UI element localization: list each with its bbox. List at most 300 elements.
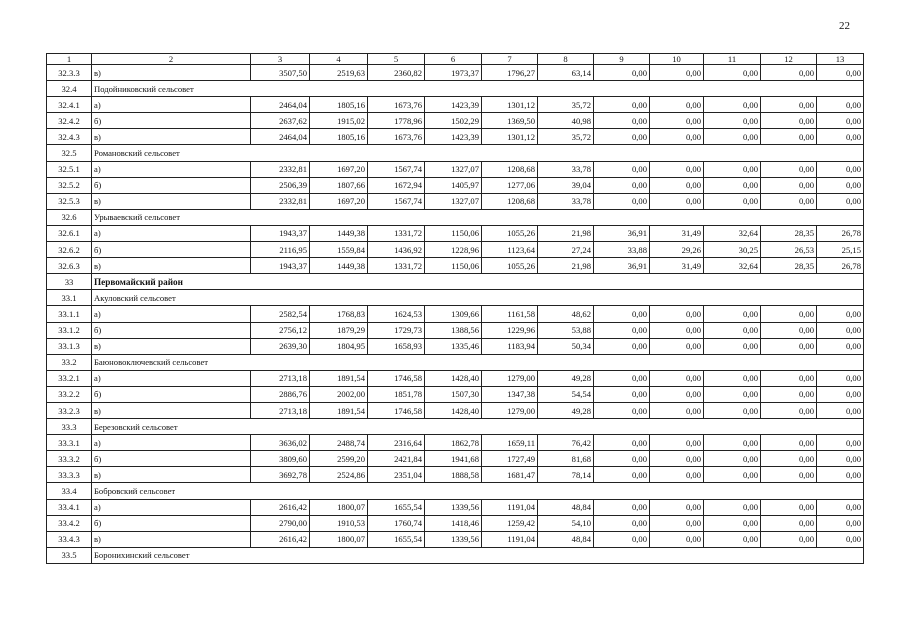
section-header-row [47, 547, 864, 563]
row-number-cell: 33.1.2 [47, 322, 92, 338]
column-number-cell: 3 [251, 54, 310, 65]
value-cell: 1805,16 [310, 97, 368, 113]
value-cell: 0,00 [761, 370, 817, 386]
value-cell: 1888,58 [425, 467, 482, 483]
variant-label: а) [92, 161, 251, 177]
value-cell: 0,00 [594, 515, 650, 531]
value-cell: 3636,02 [251, 435, 310, 451]
value-cell: 0,00 [594, 161, 650, 177]
value-cell: 0,00 [817, 193, 864, 209]
value-cell: 0,00 [594, 386, 650, 402]
value-cell: 54,10 [538, 515, 594, 531]
value-cell: 0,00 [594, 129, 650, 145]
value-cell: 0,00 [761, 531, 817, 547]
row-number-cell: 32.5.3 [47, 193, 92, 209]
row-number-cell: 33.3.3 [47, 467, 92, 483]
value-cell: 1805,16 [310, 129, 368, 145]
variant-label: б) [92, 515, 251, 531]
value-cell: 1208,68 [482, 161, 538, 177]
value-cell: 1800,07 [310, 531, 368, 547]
row-number-cell: 32.6.1 [47, 225, 92, 241]
value-cell: 0,00 [704, 129, 761, 145]
value-cell: 1681,47 [482, 467, 538, 483]
value-cell: 0,00 [594, 531, 650, 547]
table-row [47, 386, 864, 402]
value-cell: 1624,53 [368, 306, 425, 322]
value-cell: 1279,00 [482, 402, 538, 418]
value-cell: 1339,56 [425, 499, 482, 515]
table-row [47, 113, 864, 129]
value-cell: 1418,46 [425, 515, 482, 531]
value-cell: 1339,56 [425, 531, 482, 547]
value-cell: 0,00 [761, 322, 817, 338]
section-header-row [47, 483, 864, 499]
value-cell: 0,00 [704, 161, 761, 177]
section-header-row [47, 290, 864, 306]
value-cell: 0,00 [761, 113, 817, 129]
value-cell: 1423,39 [425, 97, 482, 113]
value-cell: 0,00 [594, 306, 650, 322]
value-cell: 0,00 [594, 467, 650, 483]
value-cell: 28,35 [761, 225, 817, 241]
value-cell: 2488,74 [310, 435, 368, 451]
value-cell: 1760,74 [368, 515, 425, 531]
value-cell: 2002,00 [310, 386, 368, 402]
section-header-row [47, 209, 864, 225]
value-cell: 0,00 [817, 402, 864, 418]
value-cell: 1055,26 [482, 225, 538, 241]
value-cell: 2351,04 [368, 467, 425, 483]
section-title: Бобровский сельсовет [92, 483, 864, 499]
value-cell: 2421,84 [368, 451, 425, 467]
value-cell: 63,14 [538, 65, 594, 81]
row-number-cell: 33 [47, 274, 92, 290]
row-number-cell: 33.3 [47, 419, 92, 435]
value-cell: 0,00 [704, 467, 761, 483]
variant-label: а) [92, 97, 251, 113]
column-number-row [47, 54, 864, 65]
value-cell: 0,00 [761, 467, 817, 483]
variant-label: а) [92, 225, 251, 241]
value-cell: 0,00 [594, 193, 650, 209]
variant-label: б) [92, 177, 251, 193]
value-cell: 0,00 [817, 129, 864, 145]
value-cell: 0,00 [650, 370, 704, 386]
table-row [47, 242, 864, 258]
table-row [47, 435, 864, 451]
value-cell: 0,00 [817, 322, 864, 338]
value-cell: 36,91 [594, 258, 650, 274]
column-number-cell: 7 [482, 54, 538, 65]
variant-label: в) [92, 338, 251, 354]
value-cell: 2599,20 [310, 451, 368, 467]
value-cell: 1941,68 [425, 451, 482, 467]
variant-label: в) [92, 129, 251, 145]
table-row [47, 97, 864, 113]
value-cell: 33,78 [538, 161, 594, 177]
value-cell: 1369,50 [482, 113, 538, 129]
value-cell: 35,72 [538, 97, 594, 113]
value-cell: 2332,81 [251, 193, 310, 209]
row-number-cell: 33.2.1 [47, 370, 92, 386]
value-cell: 0,00 [650, 467, 704, 483]
value-cell: 2639,30 [251, 338, 310, 354]
value-cell: 1768,83 [310, 306, 368, 322]
value-cell: 0,00 [704, 531, 761, 547]
value-cell: 0,00 [650, 451, 704, 467]
value-cell: 0,00 [704, 338, 761, 354]
value-cell: 3692,78 [251, 467, 310, 483]
row-number-cell: 32.4 [47, 81, 92, 97]
value-cell: 2616,42 [251, 499, 310, 515]
value-cell: 31,49 [650, 258, 704, 274]
value-cell: 1055,26 [482, 258, 538, 274]
row-number-cell: 32.4.3 [47, 129, 92, 145]
value-cell: 49,28 [538, 402, 594, 418]
variant-label: в) [92, 65, 251, 81]
value-cell: 0,00 [594, 113, 650, 129]
value-cell: 0,00 [594, 338, 650, 354]
value-cell: 1567,74 [368, 161, 425, 177]
value-cell: 40,98 [538, 113, 594, 129]
row-number-cell: 33.2.3 [47, 402, 92, 418]
value-cell: 0,00 [650, 322, 704, 338]
value-cell: 1891,54 [310, 370, 368, 386]
table-row [47, 338, 864, 354]
value-cell: 0,00 [817, 177, 864, 193]
row-number-cell: 33.1.1 [47, 306, 92, 322]
table-row [47, 515, 864, 531]
section-title: Березовский сельсовет [92, 419, 864, 435]
value-cell: 1423,39 [425, 129, 482, 145]
variant-label: б) [92, 322, 251, 338]
column-number-cell: 13 [817, 54, 864, 65]
row-number-cell: 33.4.3 [47, 531, 92, 547]
column-number-cell: 9 [594, 54, 650, 65]
value-cell: 2524,86 [310, 467, 368, 483]
value-cell: 21,98 [538, 258, 594, 274]
value-cell: 2116,95 [251, 242, 310, 258]
value-cell: 35,72 [538, 129, 594, 145]
value-cell: 1502,29 [425, 113, 482, 129]
value-cell: 1658,93 [368, 338, 425, 354]
value-cell: 1559,84 [310, 242, 368, 258]
value-cell: 1309,66 [425, 306, 482, 322]
value-cell: 1697,20 [310, 193, 368, 209]
value-cell: 2464,04 [251, 97, 310, 113]
value-cell: 48,62 [538, 306, 594, 322]
row-number-cell: 32.3.3 [47, 65, 92, 81]
value-cell: 1800,07 [310, 499, 368, 515]
value-cell: 1862,78 [425, 435, 482, 451]
table-row [47, 129, 864, 145]
value-cell: 48,84 [538, 531, 594, 547]
value-cell: 1943,37 [251, 225, 310, 241]
value-cell: 0,00 [650, 129, 704, 145]
value-cell: 1910,53 [310, 515, 368, 531]
value-cell: 0,00 [817, 467, 864, 483]
row-number-cell: 32.6.2 [47, 242, 92, 258]
variant-label: в) [92, 467, 251, 483]
section-title: Первомайский район [92, 274, 864, 290]
value-cell: 0,00 [594, 435, 650, 451]
table-row [47, 370, 864, 386]
value-cell: 2360,82 [368, 65, 425, 81]
section-title: Романовский сельсовет [92, 145, 864, 161]
value-cell: 0,00 [761, 338, 817, 354]
district-header-row [47, 274, 864, 290]
row-number-cell: 32.6.3 [47, 258, 92, 274]
section-header-row [47, 145, 864, 161]
variant-label: а) [92, 435, 251, 451]
table-row [47, 177, 864, 193]
value-cell: 0,00 [817, 338, 864, 354]
value-cell: 0,00 [817, 97, 864, 113]
value-cell: 1331,72 [368, 225, 425, 241]
value-cell: 0,00 [704, 322, 761, 338]
table-row [47, 402, 864, 418]
value-cell: 1746,58 [368, 370, 425, 386]
value-cell: 54,54 [538, 386, 594, 402]
value-cell: 0,00 [817, 65, 864, 81]
value-cell: 0,00 [704, 515, 761, 531]
section-title: Урываевский сельсовет [92, 209, 864, 225]
value-cell: 1796,27 [482, 65, 538, 81]
value-cell: 1301,12 [482, 97, 538, 113]
table-row [47, 65, 864, 81]
variant-label: а) [92, 306, 251, 322]
value-cell: 0,00 [650, 65, 704, 81]
value-cell: 0,00 [761, 161, 817, 177]
value-cell: 1259,42 [482, 515, 538, 531]
table-row [47, 225, 864, 241]
variant-label: а) [92, 370, 251, 386]
section-header-row [47, 81, 864, 97]
value-cell: 32,64 [704, 225, 761, 241]
section-title: Баюновоключевский сельсовет [92, 354, 864, 370]
value-cell: 0,00 [817, 113, 864, 129]
section-title: Акуловский сельсовет [92, 290, 864, 306]
row-number-cell: 33.5 [47, 547, 92, 563]
value-cell: 0,00 [761, 193, 817, 209]
value-cell: 0,00 [817, 531, 864, 547]
value-cell: 0,00 [594, 402, 650, 418]
column-number-cell: 2 [92, 54, 251, 65]
value-cell: 50,34 [538, 338, 594, 354]
value-cell: 1191,04 [482, 499, 538, 515]
value-cell: 0,00 [704, 306, 761, 322]
value-cell: 0,00 [704, 193, 761, 209]
value-cell: 1673,76 [368, 97, 425, 113]
value-cell: 0,00 [704, 386, 761, 402]
variant-label: б) [92, 242, 251, 258]
value-cell: 3809,60 [251, 451, 310, 467]
value-cell: 0,00 [704, 97, 761, 113]
value-cell: 81,68 [538, 451, 594, 467]
value-cell: 2637,62 [251, 113, 310, 129]
value-cell: 0,00 [704, 499, 761, 515]
value-cell: 1697,20 [310, 161, 368, 177]
value-cell: 2790,00 [251, 515, 310, 531]
row-number-cell: 33.4.2 [47, 515, 92, 531]
value-cell: 1851,78 [368, 386, 425, 402]
row-number-cell: 33.2 [47, 354, 92, 370]
value-cell: 0,00 [761, 499, 817, 515]
value-cell: 0,00 [650, 193, 704, 209]
value-cell: 0,00 [594, 97, 650, 113]
row-number-cell: 32.5.2 [47, 177, 92, 193]
value-cell: 0,00 [761, 177, 817, 193]
value-cell: 2464,04 [251, 129, 310, 145]
value-cell: 0,00 [704, 435, 761, 451]
table-row [47, 306, 864, 322]
value-cell: 0,00 [594, 65, 650, 81]
value-cell: 2616,42 [251, 531, 310, 547]
section-title: Подойниковский сельсовет [92, 81, 864, 97]
value-cell: 78,14 [538, 467, 594, 483]
variant-label: а) [92, 499, 251, 515]
table-row [47, 531, 864, 547]
variant-label: в) [92, 402, 251, 418]
value-cell: 0,00 [650, 515, 704, 531]
value-cell: 0,00 [650, 161, 704, 177]
value-cell: 0,00 [650, 113, 704, 129]
value-cell: 32,64 [704, 258, 761, 274]
variant-label: б) [92, 386, 251, 402]
value-cell: 49,28 [538, 370, 594, 386]
value-cell: 2332,81 [251, 161, 310, 177]
value-cell: 1436,92 [368, 242, 425, 258]
value-cell: 39,04 [538, 177, 594, 193]
value-cell: 1672,94 [368, 177, 425, 193]
value-cell: 2756,12 [251, 322, 310, 338]
value-cell: 1891,54 [310, 402, 368, 418]
value-cell: 1729,73 [368, 322, 425, 338]
row-number-cell: 32.6 [47, 209, 92, 225]
value-cell: 1191,04 [482, 531, 538, 547]
value-cell: 1228,96 [425, 242, 482, 258]
value-cell: 3507,50 [251, 65, 310, 81]
value-cell: 1335,46 [425, 338, 482, 354]
row-number-cell: 32.5.1 [47, 161, 92, 177]
value-cell: 1655,54 [368, 499, 425, 515]
value-cell: 0,00 [761, 129, 817, 145]
table-row [47, 322, 864, 338]
section-header-row [47, 419, 864, 435]
value-cell: 1973,37 [425, 65, 482, 81]
value-cell: 27,24 [538, 242, 594, 258]
value-cell: 0,00 [761, 451, 817, 467]
section-header-row [47, 354, 864, 370]
value-cell: 1746,58 [368, 402, 425, 418]
value-cell: 1183,94 [482, 338, 538, 354]
value-cell: 0,00 [817, 435, 864, 451]
value-cell: 0,00 [594, 370, 650, 386]
value-cell: 1327,07 [425, 161, 482, 177]
value-cell: 0,00 [650, 386, 704, 402]
value-cell: 1301,12 [482, 129, 538, 145]
value-cell: 26,53 [761, 242, 817, 258]
value-cell: 0,00 [650, 402, 704, 418]
value-cell: 0,00 [704, 113, 761, 129]
value-cell: 0,00 [704, 177, 761, 193]
value-cell: 0,00 [704, 402, 761, 418]
value-cell: 53,88 [538, 322, 594, 338]
value-cell: 1150,06 [425, 225, 482, 241]
column-number-cell: 1 [47, 54, 92, 65]
value-cell: 28,35 [761, 258, 817, 274]
value-cell: 1673,76 [368, 129, 425, 145]
value-cell: 2582,54 [251, 306, 310, 322]
value-cell: 1150,06 [425, 258, 482, 274]
value-cell: 2506,39 [251, 177, 310, 193]
value-cell: 1428,40 [425, 370, 482, 386]
value-cell: 0,00 [650, 97, 704, 113]
table-row [47, 258, 864, 274]
row-number-cell: 33.1 [47, 290, 92, 306]
page-number: 22 [839, 20, 850, 32]
value-cell: 48,84 [538, 499, 594, 515]
value-cell: 1804,95 [310, 338, 368, 354]
value-cell: 0,00 [761, 435, 817, 451]
value-cell: 0,00 [817, 386, 864, 402]
row-number-cell: 32.5 [47, 145, 92, 161]
value-cell: 36,91 [594, 225, 650, 241]
variant-label: в) [92, 258, 251, 274]
value-cell: 1915,02 [310, 113, 368, 129]
table-row [47, 161, 864, 177]
column-number-cell: 8 [538, 54, 594, 65]
value-cell: 33,88 [594, 242, 650, 258]
value-cell: 1279,00 [482, 370, 538, 386]
value-cell: 0,00 [594, 177, 650, 193]
row-number-cell: 33.3.1 [47, 435, 92, 451]
value-cell: 0,00 [594, 451, 650, 467]
value-cell: 1277,06 [482, 177, 538, 193]
value-cell: 1347,38 [482, 386, 538, 402]
column-number-cell: 11 [704, 54, 761, 65]
row-number-cell: 33.2.2 [47, 386, 92, 402]
value-cell: 33,78 [538, 193, 594, 209]
value-cell: 2713,18 [251, 402, 310, 418]
value-cell: 2316,64 [368, 435, 425, 451]
value-cell: 0,00 [761, 402, 817, 418]
value-cell: 0,00 [761, 97, 817, 113]
value-cell: 0,00 [817, 161, 864, 177]
column-number-cell: 12 [761, 54, 817, 65]
value-cell: 31,49 [650, 225, 704, 241]
value-cell: 21,98 [538, 225, 594, 241]
value-cell: 1507,30 [425, 386, 482, 402]
value-cell: 0,00 [594, 499, 650, 515]
column-number-cell: 10 [650, 54, 704, 65]
value-cell: 1161,58 [482, 306, 538, 322]
value-cell: 26,78 [817, 258, 864, 274]
row-number-cell: 32.4.1 [47, 97, 92, 113]
value-cell: 29,26 [650, 242, 704, 258]
table-row [47, 499, 864, 515]
row-number-cell: 33.4.1 [47, 499, 92, 515]
value-cell: 1388,56 [425, 322, 482, 338]
value-cell: 1229,96 [482, 322, 538, 338]
section-title: Боронихинский сельсовет [92, 547, 864, 563]
value-cell: 1208,68 [482, 193, 538, 209]
value-cell: 0,00 [704, 370, 761, 386]
variant-label: в) [92, 193, 251, 209]
value-cell: 0,00 [817, 370, 864, 386]
table-row [47, 193, 864, 209]
value-cell: 0,00 [650, 177, 704, 193]
